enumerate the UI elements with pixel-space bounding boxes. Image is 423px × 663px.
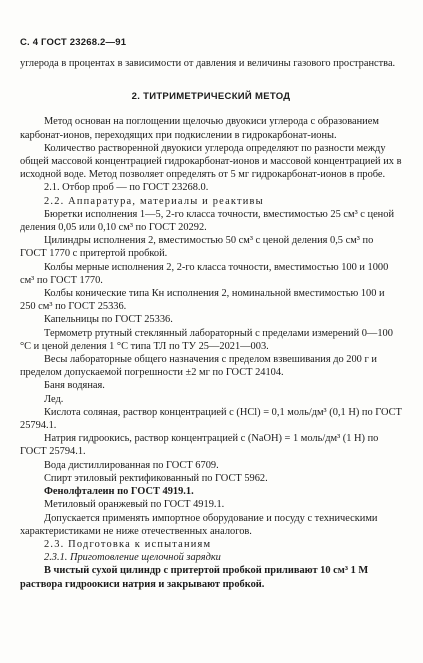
paragraph: Спирт этиловый ректификованный по ГОСТ 5962. xyxy=(44,472,268,484)
paragraph: В чистый сухой цилиндр с притертой пробкой приливают 10 см³ 1 М раствора гидроокиси натрия и закрывают пробкой. xyxy=(20,565,369,590)
subsection-heading: 2.3. Подготовка к испытаниям xyxy=(44,538,212,550)
intro-paragraph: углерода в процентах в зависимости от давления и величины газового пространства. xyxy=(20,58,396,69)
paragraph: Кислота соляная, раствор концентрацией c (HCl) = 0,1 моль/дм³ (0,1 Н) по ГОСТ 25794.1. xyxy=(20,406,402,432)
paragraph: Лед. xyxy=(44,393,64,405)
paragraph: Метиловый оранжевый по ГОСТ 4919.1. xyxy=(44,499,225,511)
paragraph: Допускается применять импортное оборудование и посуду с техническими характеристиками не ниже отечественных аналогов. xyxy=(20,512,378,537)
subsection-heading: 2.2. Аппаратура, материалы и реактивы xyxy=(44,195,264,207)
paragraph: Цилиндры исполнения 2, вместимостью 50 см³ с ценой деления 0,5 см³ по ГОСТ 1770 с притертой пробкой. xyxy=(20,235,374,260)
paragraph: Весы лабораторные общего назначения с пределом взвешивания до 200 г и пределом допускаемой погрешности ±2 мг по ГОСТ 24104. xyxy=(20,354,377,379)
paragraph: Капельницы по ГОСТ 25336. xyxy=(44,314,173,326)
paragraph: Колбы конические типа Кн исполнения 2, номинальной вместимостью 100 и 250 см³ по ГОСТ 25336. xyxy=(20,288,385,313)
page-header: С. 4 ГОСТ 23268.2—91 xyxy=(20,37,127,48)
document-body xyxy=(20,57,402,591)
paragraph: Количество растворенной двуокиси углерода определяют по разности между общей массовой концентрацией гидрокарбонат-ионов и массовой концентрацией их в исходной воде. Метод позволяет определять от 5 мг гидрокарбонат-ионов в пробе. xyxy=(20,142,402,181)
section-title: 2. ТИТРИМЕТРИЧЕСКИЙ МЕТОД xyxy=(131,91,291,103)
paragraph: Вода дистиллированная по ГОСТ 6709. xyxy=(44,459,219,471)
paragraph: Натрия гидроокись, раствор концентрацией c (NaOH) = 1 моль/дм³ (1 Н) по ГОСТ 25794.1. xyxy=(20,433,379,458)
paragraph: Колбы мерные исполнения 2, 2-го класса точности, вместимостью 100 и 1000 см³ по ГОСТ 1770. xyxy=(20,261,389,286)
paragraph: Баня водяная. xyxy=(44,380,105,392)
paragraph: Метод основан на поглощении щелочью двуокиси углерода с образованием карбонат-ионов, переходящих при подкислении в гидрокарбонат-ионы. xyxy=(20,116,379,141)
paragraph: Бюретки исполнения 1—5, 2-го класса точности, вместимостью 25 см³ с ценой деления 0,05 или 0,10 см³ по ГОСТ 20292. xyxy=(20,208,394,234)
paragraph: 2.1. Отбор проб — по ГОСТ 23268.0. xyxy=(44,182,209,194)
subsection-heading: 2.3.1. Приготовление щелочной зарядки xyxy=(44,552,221,564)
paragraph: Термометр ртутный стеклянный лабораторный с пределами измерений 0—100 °С и ценой деления 1 °С типа ТЛ по ТУ 25—2021—003. xyxy=(20,327,393,352)
paragraph: Фенолфталеин по ГОСТ 4919.1. xyxy=(44,486,194,498)
